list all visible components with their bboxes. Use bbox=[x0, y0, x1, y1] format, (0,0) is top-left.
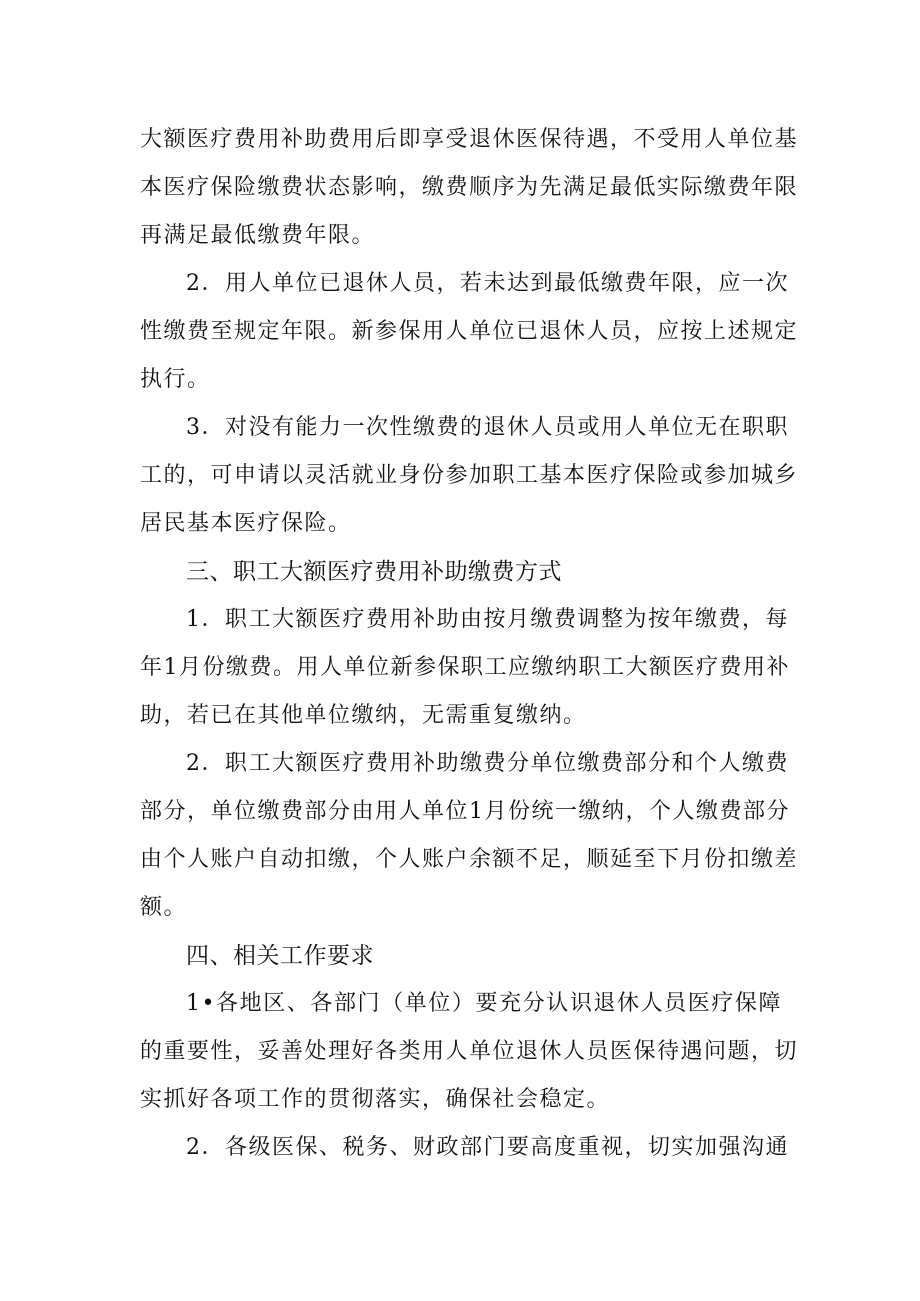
paragraph-line: 助，若已在其他单位缴纳，无需重复缴纳。 bbox=[140, 703, 587, 728]
paragraph-line: 居民基本医疗保险。 bbox=[140, 511, 352, 536]
paragraph-line: 执行。 bbox=[140, 367, 211, 392]
paragraph-line: 本医疗保险缴费状态影响，缴费顺序为先满足最低实际缴费年限 bbox=[140, 175, 799, 200]
section-heading: 三、职工大额医疗费用补助缴费方式 bbox=[186, 559, 562, 585]
paragraph-line: 1•各地区、各部门（单位）要充分认识退休人员医疗保障 bbox=[186, 991, 782, 1016]
paragraph-line: 再满足最低缴费年限。 bbox=[140, 223, 376, 248]
paragraph-line: 的重要性，妥善处理好各类用人单位退休人员医保待遇问题，切 bbox=[140, 1039, 799, 1064]
paragraph-line: 工的，可申请以灵活就业身份参加职工基本医疗保险或参加城乡 bbox=[140, 463, 799, 488]
paragraph-line: 1．职工大额医疗费用补助由按月缴费调整为按年缴费，每 bbox=[186, 607, 789, 632]
paragraph-line: 3．对没有能力一次性缴费的退休人员或用人单位无在职职 bbox=[186, 415, 789, 440]
paragraph-line: 2．用人单位已退休人员，若未达到最低缴费年限，应一次 bbox=[186, 271, 789, 296]
paragraph-line: 额。 bbox=[140, 895, 188, 920]
paragraph-line: 2．各级医保、税务、财政部门要高度重视，切实加强沟通 bbox=[186, 1135, 789, 1160]
section-heading: 四、相关工作要求 bbox=[186, 943, 374, 969]
paragraph-line: 部分，单位缴费部分由用人单位1月份统一缴纳，个人缴费部分 bbox=[140, 799, 790, 824]
paragraph-line: 2．职工大额医疗费用补助缴费分单位缴费部分和个人缴费 bbox=[186, 751, 789, 776]
paragraph-line: 性缴费至规定年限。新参保用人单位已退休人员，应按上述规定 bbox=[140, 319, 799, 344]
paragraph-line: 实抓好各项工作的贯彻落实，确保社会稳定。 bbox=[140, 1087, 611, 1112]
paragraph-line: 由个人账户自动扣缴，个人账户余额不足，顺延至下月份扣缴差 bbox=[140, 847, 799, 872]
paragraph-line: 年1月份缴费。用人单位新参保职工应缴纳职工大额医疗费用补 bbox=[140, 655, 790, 680]
paragraph-line: 大额医疗费用补助费用后即享受退休医保待遇，不受用人单位基 bbox=[140, 127, 799, 152]
